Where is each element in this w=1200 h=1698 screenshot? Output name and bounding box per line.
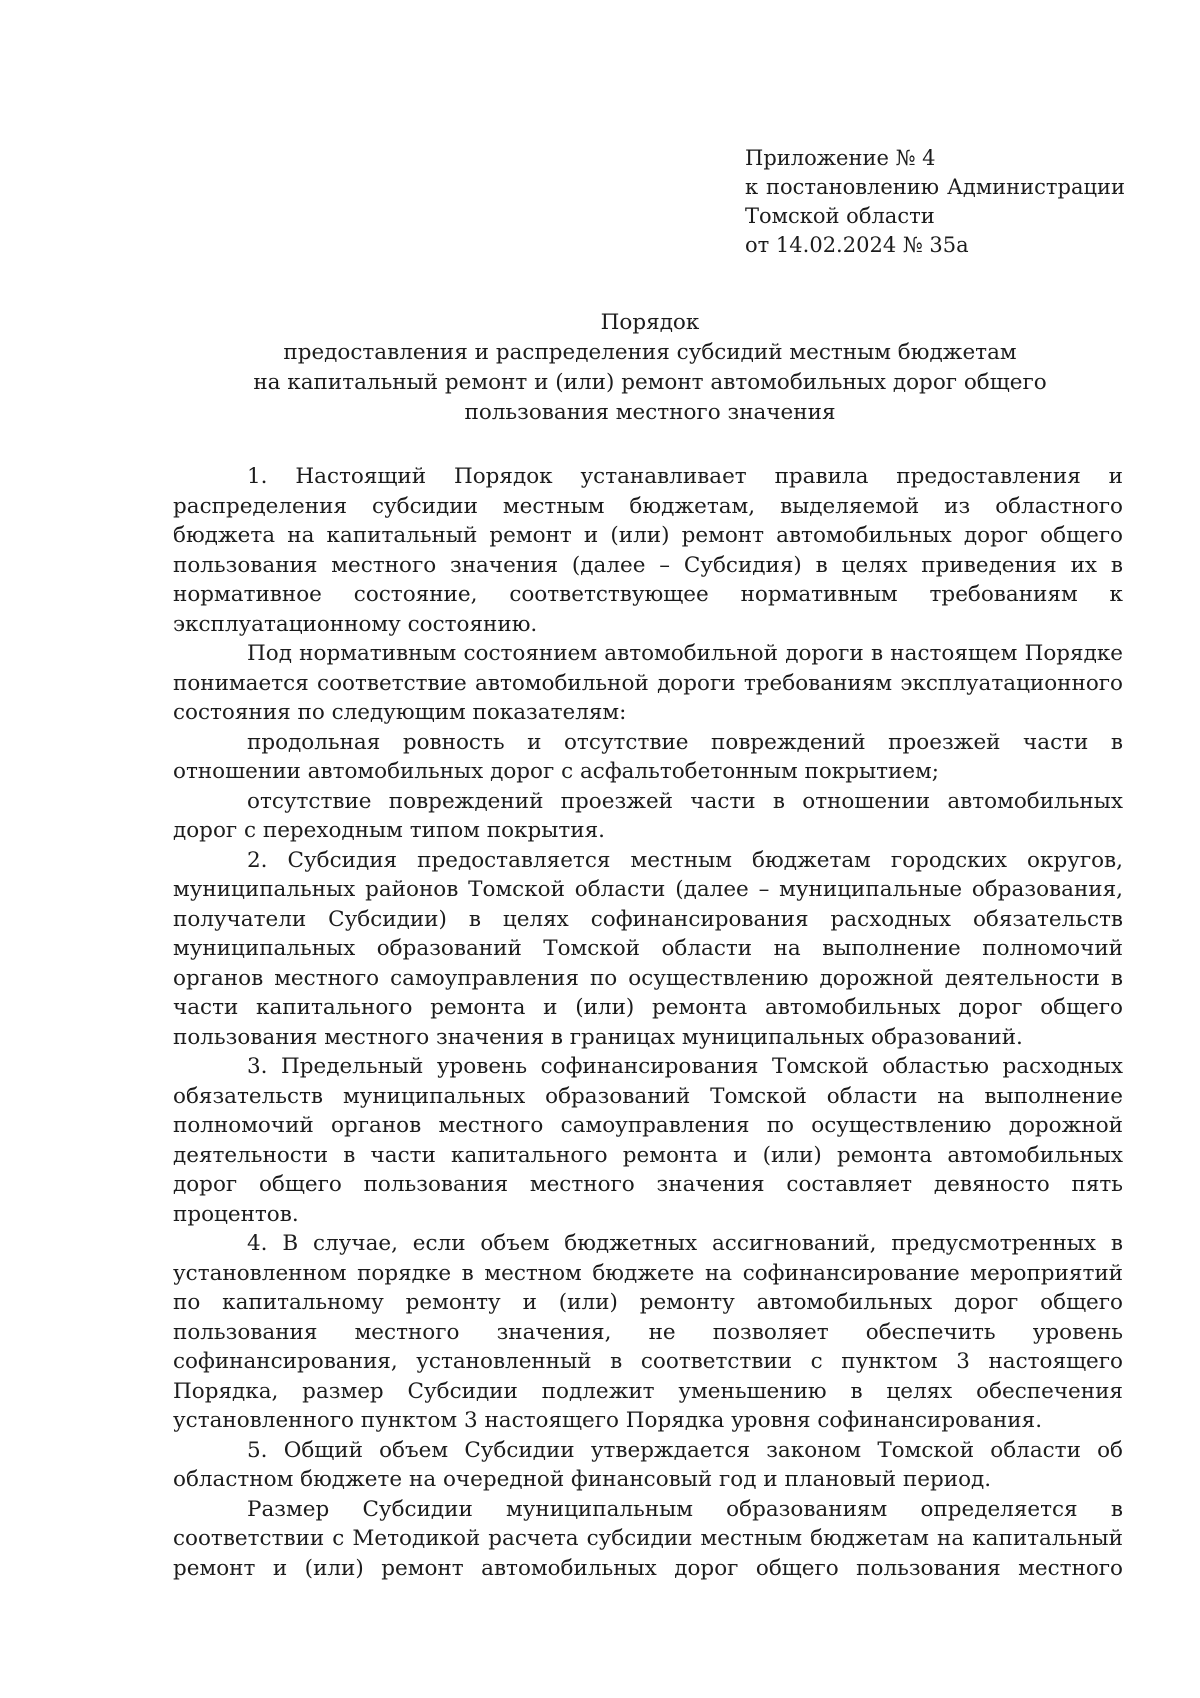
paragraph-5: 5. Общий объем Субсидии утверждается законом Томской области об областном бюджете на очередной финансовый год и плановый период. — [173, 1437, 1123, 1492]
paragraph-1: 1. Настоящий Порядок устанавливает правила предоставления и распределения субсидии местным бюджетам, выделяемой из областного бюджета на капитальный ремонт и (или) ремонт автомобильных дорог общего пользования местного значения (далее – Субсидия) в целях приведения их в нормативное состояние, соответствующее нормативным требованиям к эксплуатационному состоянию. — [173, 464, 1123, 637]
title-line-3: на капитальный ремонт и (или) ремонт автомобильных дорог общего — [253, 370, 1047, 395]
appendix-region: Томской области — [745, 204, 935, 228]
paragraph-2: 2. Субсидия предоставляется местным бюджетам городских округов, муниципальных районов Томской области (далее – муниципальные образования, получатели Субсидии) в целях софинансирования расходных обязательств муниципальных образований Томской области на выполнение полномочий органов местного самоуправления по осуществлению дорожной деятельности в части капитального ремонта и (или) ремонта автомобильных дорог общего пользования местного значения в границах муниципальных образований. — [173, 847, 1123, 1050]
title-line-1: Порядок — [600, 310, 700, 335]
title-line-2: предоставления и распределения субсидий местным бюджетам — [283, 340, 1017, 365]
appendix-date-number: от 14.02.2024 № 35а — [745, 233, 969, 257]
appendix-resolution-ref: к постановлению Администрации — [745, 175, 1125, 199]
paragraph-indicator-asphalt: продольная ровность и отсутствие повреждений проезжей части в отношении автомобильных дорог с асфальтобетонным покрытием; — [173, 729, 1123, 784]
title-line-4: пользования местного значения — [464, 400, 836, 425]
paragraph-3: 3. Предельный уровень софинансирования Томской областью расходных обязательств муниципальных образований Томской области на выполнение полномочий органов местного самоуправления по осуществлению дорожной деятельности в части капитального ремонта и (или) ремонта автомобильных дорог общего пользования местного значения составляет девяносто пять процентов. — [173, 1054, 1123, 1227]
appendix-number: Приложение № 4 — [745, 146, 936, 170]
paragraph-4: 4. В случае, если объем бюджетных ассигнований, предусмотренных в установленном порядке в местном бюджете на софинансирование мероприятий по капитальному ремонту и (или) ремонту автомобильных дорог общего пользования местного значения, не позволяет обеспечить уровень софинансирования, установленный в соответствии с пунктом 3 настоящего Порядка, размер Субсидии подлежит уменьшению в целях обеспечения установленного пунктом 3 настоящего Порядка уровня софинансирования. — [173, 1231, 1123, 1433]
paragraph-indicator-transitional: отсутствие повреждений проезжей части в отношении автомобильных дорог с переходным типом покрытия. — [173, 788, 1123, 843]
appendix-block — [745, 144, 1125, 260]
document-body — [173, 462, 1123, 1583]
paragraph-subsidy-size: Размер Субсидии муниципальным образованиям определяется в соответствии с Методикой расчета субсидии местным бюджетам на капитальный ремонт и (или) ремонт автомобильных дорог общего пользования местного — [173, 1496, 1123, 1581]
paragraph-normative-state: Под нормативным состоянием автомобильной дороги в настоящем Порядке понимается соответствие автомобильной дороги требованиям эксплуатационного состояния по следующим показателям: — [173, 641, 1123, 725]
document-title — [175, 308, 1125, 428]
